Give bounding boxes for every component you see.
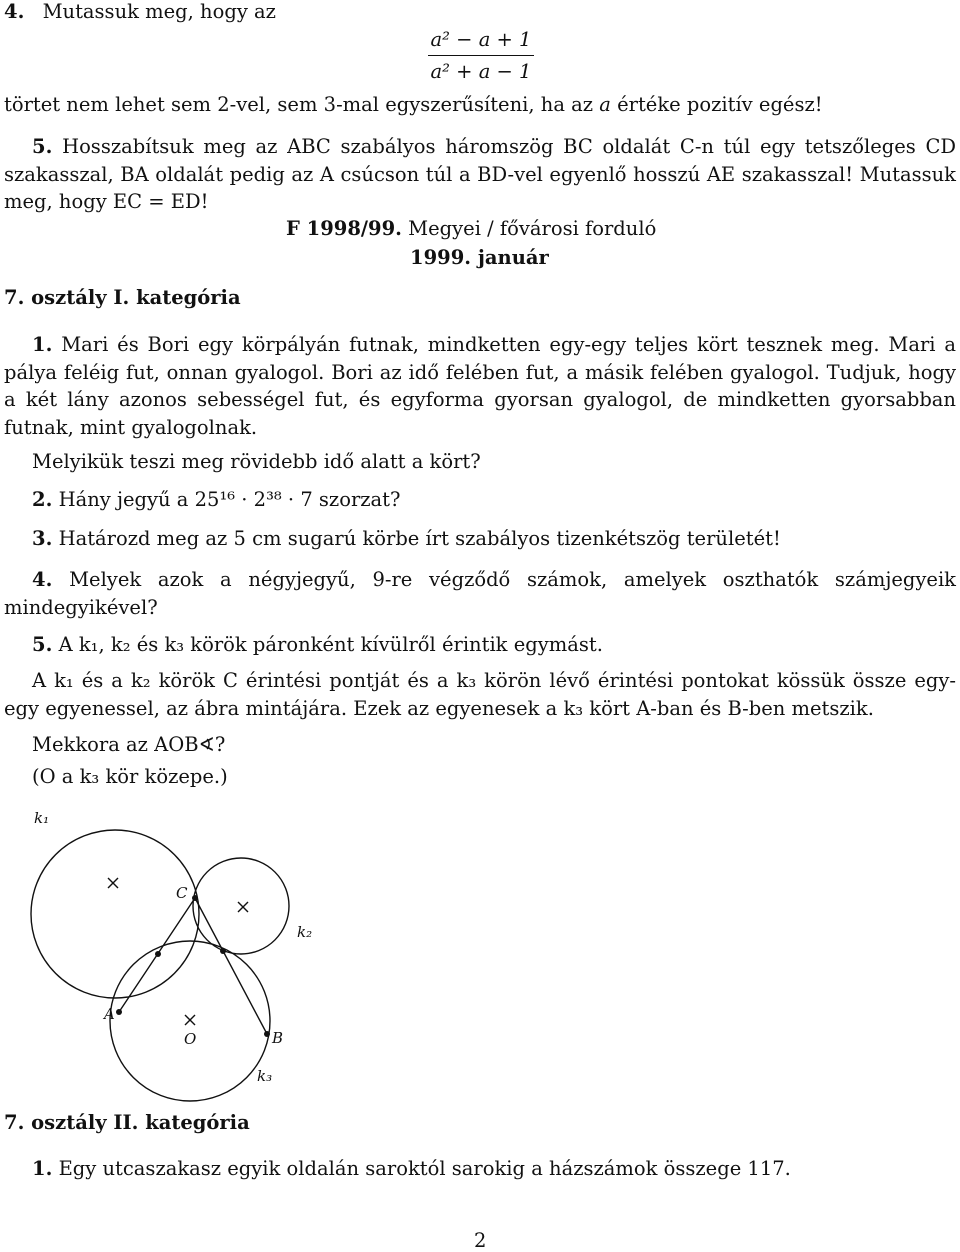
q3-number: 3. xyxy=(32,527,53,550)
fraction xyxy=(428,28,534,83)
p4-rest-b: értéke pozitív egész! xyxy=(610,93,823,116)
p4-lead: Mutassuk meg, hogy az xyxy=(42,0,276,23)
fraction-numerator: a² − a + 1 xyxy=(430,28,532,51)
q1-number: 1. xyxy=(32,333,53,356)
label-B: B xyxy=(272,1029,284,1047)
circle-k3 xyxy=(110,941,273,1101)
p5-number: 5. xyxy=(32,135,53,158)
q5-paragraph2 xyxy=(4,667,956,722)
line-CB xyxy=(195,898,267,1034)
label-A: A xyxy=(104,1005,115,1023)
p4-number: 4. xyxy=(4,0,25,23)
cat2-q1-text: Egy utcaszakasz egyik oldalán saroktól sarokig a házszámok összege 117. xyxy=(58,1157,791,1180)
round-header xyxy=(286,217,656,240)
category2-title: 7. osztály II. kategória xyxy=(4,1111,250,1134)
p4-rest xyxy=(4,93,823,116)
point-A xyxy=(116,1009,122,1015)
line-CA xyxy=(119,898,195,1012)
p5-text: Hosszabítsuk meg az ABC szabályos háromszög BC oldalát C-n túl egy tetszőleges CD szakasszal, BA oldalát pedig az A csúcson túl a BD-vel egyenlő hosszú AE szakasszal! Mutassuk meg, hogy EC = ED! xyxy=(4,135,957,213)
round-date: 1999. január xyxy=(410,246,549,269)
cross-k3-center xyxy=(185,1015,195,1025)
q5-note: (O a k₃ kör közepe.) xyxy=(32,765,228,788)
label-k2: k₂ xyxy=(297,923,313,941)
q1-question: Melyikük teszi meg rövidebb idő alatt a kört? xyxy=(32,450,481,473)
cross-k1-center xyxy=(108,878,118,888)
q4-number: 4. xyxy=(32,568,53,591)
p5-paragraph xyxy=(4,133,956,216)
point-C xyxy=(192,895,198,901)
cross-k2-center xyxy=(238,902,248,912)
round-code: F 1998/99. xyxy=(286,217,402,240)
cat2-q1-line xyxy=(32,1157,791,1180)
q5-line xyxy=(32,633,603,656)
label-k1: k₁ xyxy=(34,809,50,827)
point-tangent-k2k3 xyxy=(220,948,226,954)
point-B xyxy=(264,1031,270,1037)
q2-number: 2. xyxy=(32,488,53,511)
q2-line xyxy=(32,488,400,511)
q4-paragraph xyxy=(4,566,956,621)
category-title: 7. osztály I. kategória xyxy=(4,286,241,309)
q3-line xyxy=(32,527,781,550)
label-C: C xyxy=(176,884,188,902)
page-number: 2 xyxy=(474,1229,487,1252)
p4-rest-a: törtet nem lehet sem 2-vel, sem 3-mal egyszerűsíteni, ha az xyxy=(4,93,600,116)
q5-number: 5. xyxy=(32,633,53,656)
cat2-q1-number: 1. xyxy=(32,1157,53,1180)
point-tangent-k1k3 xyxy=(155,951,161,957)
fraction-denominator: a² + a − 1 xyxy=(430,60,532,83)
label-k3: k₃ xyxy=(257,1067,273,1085)
round-name: Megyei / fővárosi forduló xyxy=(408,217,657,240)
q1-paragraph xyxy=(4,331,956,441)
p4-var: a xyxy=(599,93,611,116)
label-O: O xyxy=(184,1030,197,1048)
circle-k2 xyxy=(193,858,289,954)
circle-k1 xyxy=(31,830,199,998)
p4-line xyxy=(4,0,276,23)
q3-text: Határozd meg az 5 cm sugarú körbe írt szabályos tizenkétszög területét! xyxy=(58,527,781,550)
q1-text: Mari és Bori egy körpályán futnak, mindketten egy-egy teljes kört tesznek meg. Mari a pálya feléig fut, onnan gyalogol. Bori az idő felében fut, a másik felében gyalogol. Tudjuk, hogy a két lány azonos sebességel fut, és egyforma gyorsan gyalogol, de mindketten gyorsabban futnak, mint gyalogolnak. xyxy=(4,333,956,439)
q4-text: Melyek azok a négyjegyű, 9-re végződő számok, amelyek oszthatók számjegyeik mindegyikével? xyxy=(4,568,957,619)
fraction-bar xyxy=(428,55,534,56)
q5-text: A k₁, k₂ és k₃ körök páronként kívülről érintik egymást. xyxy=(58,633,603,656)
q5-text2: A k₁ és a k₂ körök C érintési pontját és a k₃ körön lévő érintési pontokat kössük össze egy-egy egyenessel, az ábra mintájára. Ezek az egyenesek a k₃ kört A-ban és B-ben metszik. xyxy=(4,669,956,720)
q2-text: Hány jegyű a 25¹⁶ · 2³⁸ · 7 szorzat? xyxy=(58,488,401,511)
q5-question: Mekkora az AOB∢? xyxy=(32,733,226,756)
